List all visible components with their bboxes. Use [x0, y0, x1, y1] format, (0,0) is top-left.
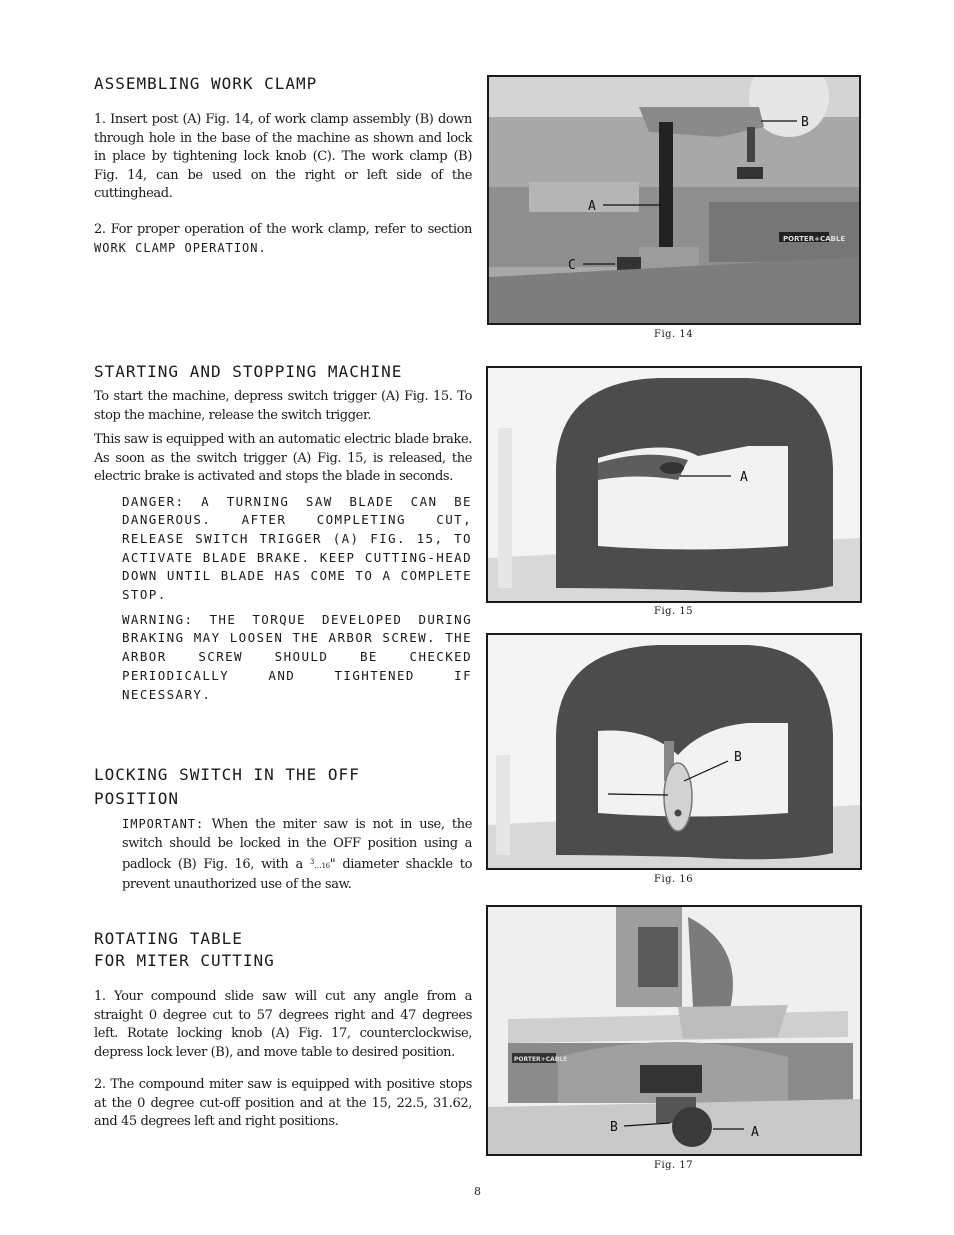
fig15-label-a: A — [740, 470, 748, 485]
fig14-brand: PORTER+CABLE — [783, 235, 846, 243]
paragraph-rotating-2: 2. The compound miter saw is equipped with positive stops at the 0 degree cut-off position and at the 15, 22.5, 31.62, and 45 degrees left and right positions. — [94, 1077, 472, 1129]
page-number: 8 — [474, 1185, 481, 1198]
paragraph-work-clamp-2-text: 2. For proper operation of the work clamp, refer to section — [94, 221, 472, 237]
paragraph-start-stop-1: To start the machine, depress switch trigger (A) Fig. 15. To stop the machine, release the switch trigger. — [94, 389, 472, 423]
paragraph-work-clamp-1: 1. Insert post (A) Fig. 14, of work clamp assembly (B) down through hole in the base of the machine as shown and lock in place by tightening lock knob (C). The work clamp (B) Fig. 14, can be used on the right or left side of the cuttinghead. — [94, 112, 472, 201]
section-work-clamp — [94, 72, 472, 259]
fig17-label-b: B — [610, 1120, 618, 1135]
fig14-label-b: B — [801, 115, 809, 130]
important-lead: IMPORTANT: — [122, 817, 205, 831]
fig16-caption: Fig. 16 — [654, 874, 694, 885]
figure-16-photo — [486, 633, 862, 870]
important-notice: IMPORTANT: When the miter saw is not in use, the switch should be locked in the OFF position using a padlock (B) Fig. 16, with a $^3$…16" diameter shackle to prevent unauthorized use of the saw. — [122, 817, 472, 892]
heading-rotating-table-line2: FOR MITER CUTTING — [94, 951, 275, 970]
fig14-label-a: A — [588, 199, 596, 214]
section-rotating-table — [94, 928, 472, 1132]
heading-starting-stopping: STARTING AND STOPPING MACHINE — [94, 362, 403, 381]
fraction-numerator: 3 — [309, 858, 314, 866]
heading-locking-switch-line1: LOCKING SWITCH IN THE OFF — [94, 765, 360, 784]
fig14-label-c: C — [568, 258, 576, 273]
fig17-brand: PORTER+CABLE — [514, 1056, 568, 1063]
fig14-caption: Fig. 14 — [654, 329, 694, 340]
section-locking-switch — [94, 763, 472, 894]
warning-notice: WARNING: THE TORQUE DEVELOPED DURING BRAKING MAY LOOSEN THE ARBOR SCREW. THE ARBOR SCREW SHOULD BE CHECKED PERIODICALLY AND TIGHTENED IF NECESSARY. — [122, 611, 472, 702]
heading-rotating-table-line1: ROTATING TABLE — [94, 929, 243, 948]
paragraph-start-stop-2: This saw is equipped with an automatic electric blade brake. As soon as the switch trigger (A) Fig. 15, is released, the electric brake is activated and stops the blade in seconds. — [94, 432, 472, 484]
important-text-a: When the miter saw is not in use, the switch should be locked in the OFF position using a padlock (B) Fig. 16, with a — [122, 817, 472, 872]
heading-assembling-work-clamp: ASSEMBLING WORK CLAMP — [94, 74, 318, 93]
fig17-label-a: A — [751, 1125, 759, 1140]
paragraph-work-clamp-2 — [94, 221, 472, 259]
figure-15-photo — [486, 366, 862, 603]
fraction-denominator: 16 — [321, 862, 330, 870]
danger-notice: DANGER: A TURNING SAW BLADE CAN BE DANGEROUS. AFTER COMPLETING CUT, RELEASE SWITCH TRIGGER (A) FIG. 15, TO ACTIVATE BLADE BRAKE. KEEP CUTTING-HEAD DOWN UNTIL BLADE HAS COME TO A COMPLETE STOP. — [122, 493, 472, 603]
fig16-label-b: B — [734, 750, 742, 765]
figure-17-photo — [486, 905, 862, 1156]
fig17-caption: Fig. 17 — [654, 1160, 694, 1171]
paragraph-rotating-1: 1. Your compound slide saw will cut any angle from a straight 0 degree cut to 57 degrees right and 47 degrees left. Rotate locking knob (A) Fig. 17, counterclockwise, depress lock lever (B), and move table to desired position. — [94, 989, 472, 1060]
section-reference: WORK CLAMP OPERATION. — [94, 241, 267, 255]
section-start-stop — [94, 360, 472, 704]
important-text-b: " diameter shackle to prevent unauthorized use of the saw. — [122, 857, 472, 892]
fig15-caption: Fig. 15 — [654, 606, 694, 617]
figure-14-photo — [487, 75, 861, 325]
heading-locking-switch-line2: POSITION — [94, 789, 180, 808]
